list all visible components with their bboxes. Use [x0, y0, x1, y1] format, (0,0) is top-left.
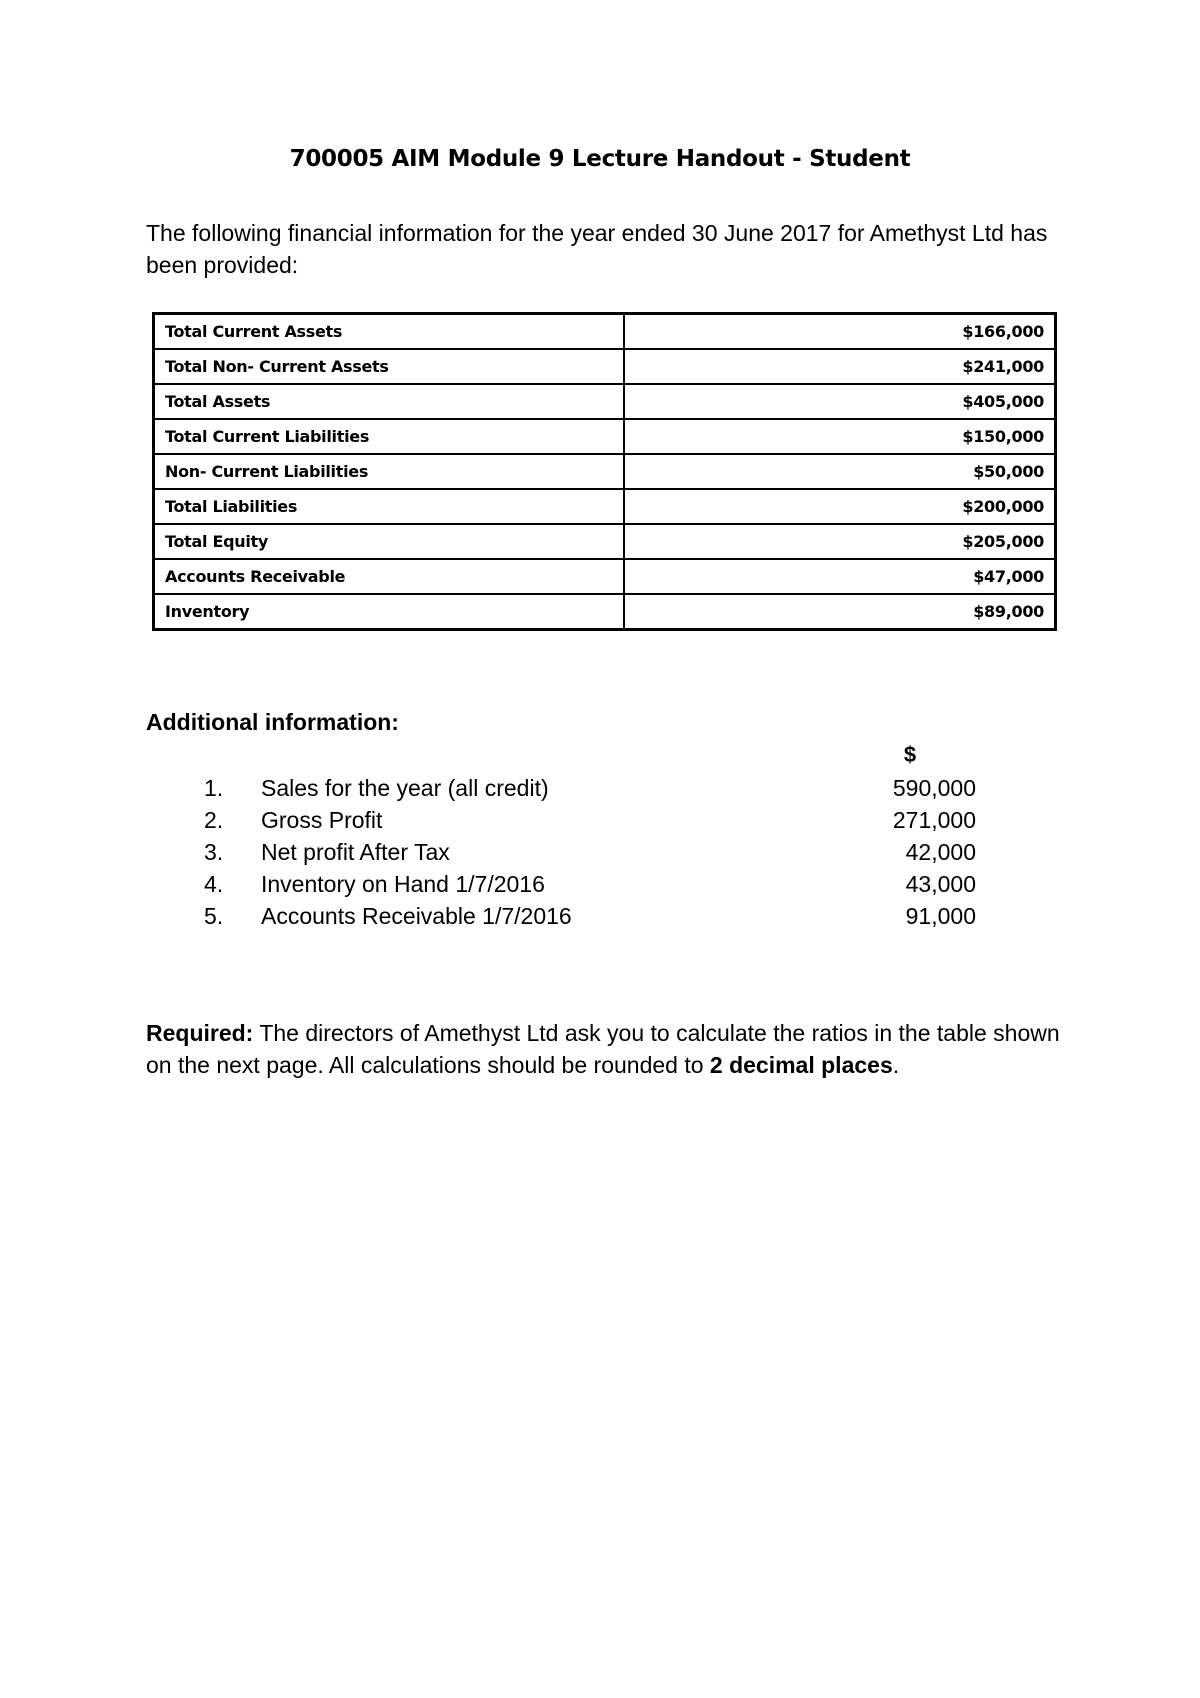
item-number: 2. [204, 807, 224, 833]
row-value: $47,000 [624, 559, 1056, 594]
row-label: Accounts Receivable [154, 559, 625, 594]
table-row [154, 524, 1056, 559]
item-value: 42,000 [905, 839, 976, 865]
item-value: 271,000 [892, 807, 976, 833]
additional-information-heading: Additional information: [146, 709, 399, 735]
item-label: Net profit After Tax [261, 839, 450, 865]
table-row [154, 419, 1056, 454]
row-value: $205,000 [624, 524, 1056, 559]
item-value: 43,000 [905, 871, 976, 897]
table-row [154, 559, 1056, 594]
item-value: 91,000 [905, 903, 976, 929]
table-row [154, 454, 1056, 489]
row-label: Total Assets [154, 384, 625, 419]
item-label: Sales for the year (all credit) [261, 775, 549, 801]
table-row [154, 349, 1056, 384]
row-value: $200,000 [624, 489, 1056, 524]
page-title: 700005 AIM Module 9 Lecture Handout - Student [289, 146, 911, 172]
financial-information-table [152, 312, 1057, 631]
currency-column-header: $ [903, 742, 917, 767]
intro-paragraph: The following financial information for the year ended 30 June 2017 for Amethyst Ltd has been provided: [146, 220, 1048, 278]
row-label: Total Current Liabilities [154, 419, 625, 454]
row-value: $150,000 [624, 419, 1056, 454]
item-number: 3. [204, 839, 224, 865]
required-text: The directors of Amethyst Ltd ask you to calculate the ratios in the table shown on the next page. All calculations should be rounded to [146, 1020, 1060, 1078]
row-label: Non- Current Liabilities [154, 454, 625, 489]
table-row [154, 594, 1056, 630]
table-row [154, 489, 1056, 524]
row-label: Inventory [154, 594, 625, 630]
item-number: 5. [204, 903, 224, 929]
row-value: $50,000 [624, 454, 1056, 489]
item-label: Inventory on Hand 1/7/2016 [261, 871, 545, 897]
row-value: $405,000 [624, 384, 1056, 419]
row-value: $241,000 [624, 349, 1056, 384]
table-row [154, 314, 1056, 350]
row-value: $166,000 [624, 314, 1056, 350]
required-paragraph [146, 1017, 1076, 1081]
row-label: Total Equity [154, 524, 625, 559]
table-row [154, 384, 1056, 419]
item-label: Gross Profit [261, 807, 383, 833]
decimal-places-emphasis: 2 decimal places [709, 1052, 893, 1078]
required-end: . [892, 1052, 900, 1078]
list-item [146, 868, 976, 900]
list-item [146, 836, 976, 868]
list-item [146, 900, 976, 932]
row-label: Total Liabilities [154, 489, 625, 524]
row-value: $89,000 [624, 594, 1056, 630]
item-number: 4. [204, 871, 224, 897]
additional-information-list [146, 772, 976, 932]
list-item [146, 772, 976, 804]
required-label: Required: [146, 1020, 254, 1046]
list-item [146, 804, 976, 836]
row-label: Total Non- Current Assets [154, 349, 625, 384]
item-number: 1. [204, 775, 224, 801]
item-label: Accounts Receivable 1/7/2016 [261, 903, 572, 929]
item-value: 590,000 [892, 775, 976, 801]
row-label: Total Current Assets [154, 314, 625, 350]
